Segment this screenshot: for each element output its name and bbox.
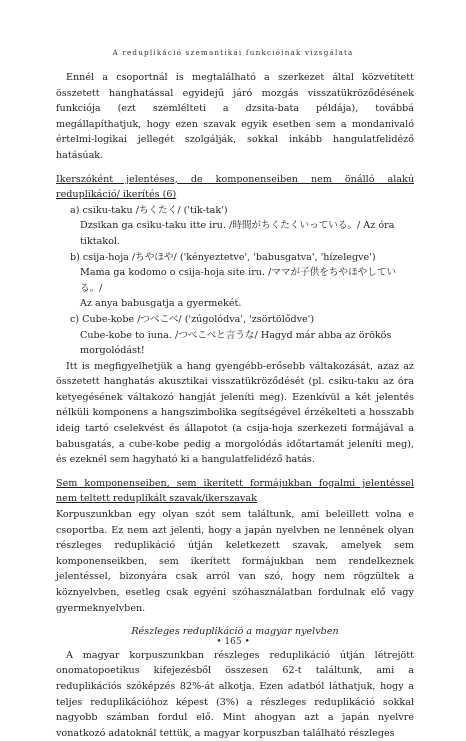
example-c-term: c) Cube-kobe /つべこべ/ ('zúgolódva', 'zsörtölődve') xyxy=(70,313,315,325)
example-b-translation: Az anya babusgatja a gyermekét. xyxy=(80,298,242,310)
paragraph-1: Ennél a csoportnál is megtalálható a szerkezet által közvetített összetett hanghatással egyidejű járó mozgás visszatükröződésének funkciója (ezt szemlélteti a dzsita-bata példája), továbbá megállapíthatjuk, hogy ezen szavak egyik esetben sem a mondanivaló értelmi-logikai jellegét szolgálják, sokkal inkább hangulatfelidéző hatásúak. xyxy=(56,72,414,161)
spacer xyxy=(56,468,414,476)
section-heading-1: Ikerszóként jelentéses, de komponenseiben nem önálló alakú reduplikáció/ ikerítés (6) xyxy=(56,173,414,201)
paragraph-2: Itt is megfigyelhetjük a hang gyengébb-erősebb váltakozását, azaz az összetett hanghatás akusztikai visszatükröződését (pl. csiku-taku az óra ketyegésének váltakozó hangját jeleníti meg). Ezenkívül a két jelentés nélküli komponens a hangszimbolika segítségével érzékelteti a hosszabb ideig tartó cselekvést és állapotot (a csija-hoja szerkezeti formájával a babusgatás, a cube-kobe pedig a morgolódás időtartamát jeleníti meg), és ezeknél sem hagyható ki a hangulatfelidéző hatás. xyxy=(56,360,414,466)
example-a-sentence: Dzsikan ga csiku-taku itte iru. /時間がちくたくいっている。/ Az óra tiktakol. xyxy=(80,220,395,247)
example-c-sentence: Cube-kobe to iuna. /つべこべと言うな/ Hagyd már abba az örökös morgolódást! xyxy=(80,329,392,357)
subsection-heading: Részleges reduplikáció a magyar nyelvben xyxy=(131,626,339,638)
paragraph-4: A magyar korpuszunkban részleges reduplikáció útján létrejött onomatopoetikus kifejezésből összesen 62-t találtunk, ami a reduplikációs szóképzés 82%-át alkotja. Ezen adatból láthatjuk, hogy a teljes reduplikációhoz képest (3%) a részleges reduplikáció sokkal nagyobb számban fordul elő. Mint ahogyan azt a japán nyelvre vonatkozó adatoknál tettük, a magyar korpuszban található részleges xyxy=(56,649,414,739)
spacer xyxy=(56,164,414,172)
page-number: • 165 • xyxy=(216,637,250,647)
spacer xyxy=(56,616,414,624)
section-heading-2: Sem komponenseiben, sem ikerített formájukban fogalmi jelentéssel nem teltett reduplikált szavak/ikerszavak xyxy=(56,477,414,505)
example-a-term: a) csiku-taku /ちくたく/ ('tik-tak') xyxy=(70,204,228,216)
paragraph-3: Korpuszunkban egy olyan szót sem találtunk, ami beleillett volna e csoportba. Ez nem azt jelenti, hogy a japán nyelvben ne lennének olyan részleges reduplikáció útján keletkezett szavak, amelyek sem komponenseikben, sem ikerített formájukban nem rendelkeznek jelentéssel, bizonyára csak arról van szó, hogy nem rögzültek a köznyelvben, esetleg csak egyéni szóhasználatban fordulnak elő vagy gyermeknyelvben. xyxy=(56,509,414,614)
example-b-term: b) csija-hoja /ちやほや/ ('kényeztetve', 'babusgatva', 'hízelegve') xyxy=(70,251,376,263)
example-b-sentence: Mama ga kodomo o csija-hoja site iru. /ママが子供をちやほやしている。/ xyxy=(80,267,397,294)
running-header: A reduplikáció szemantikai funkcióinak vizsgálata xyxy=(112,48,354,57)
